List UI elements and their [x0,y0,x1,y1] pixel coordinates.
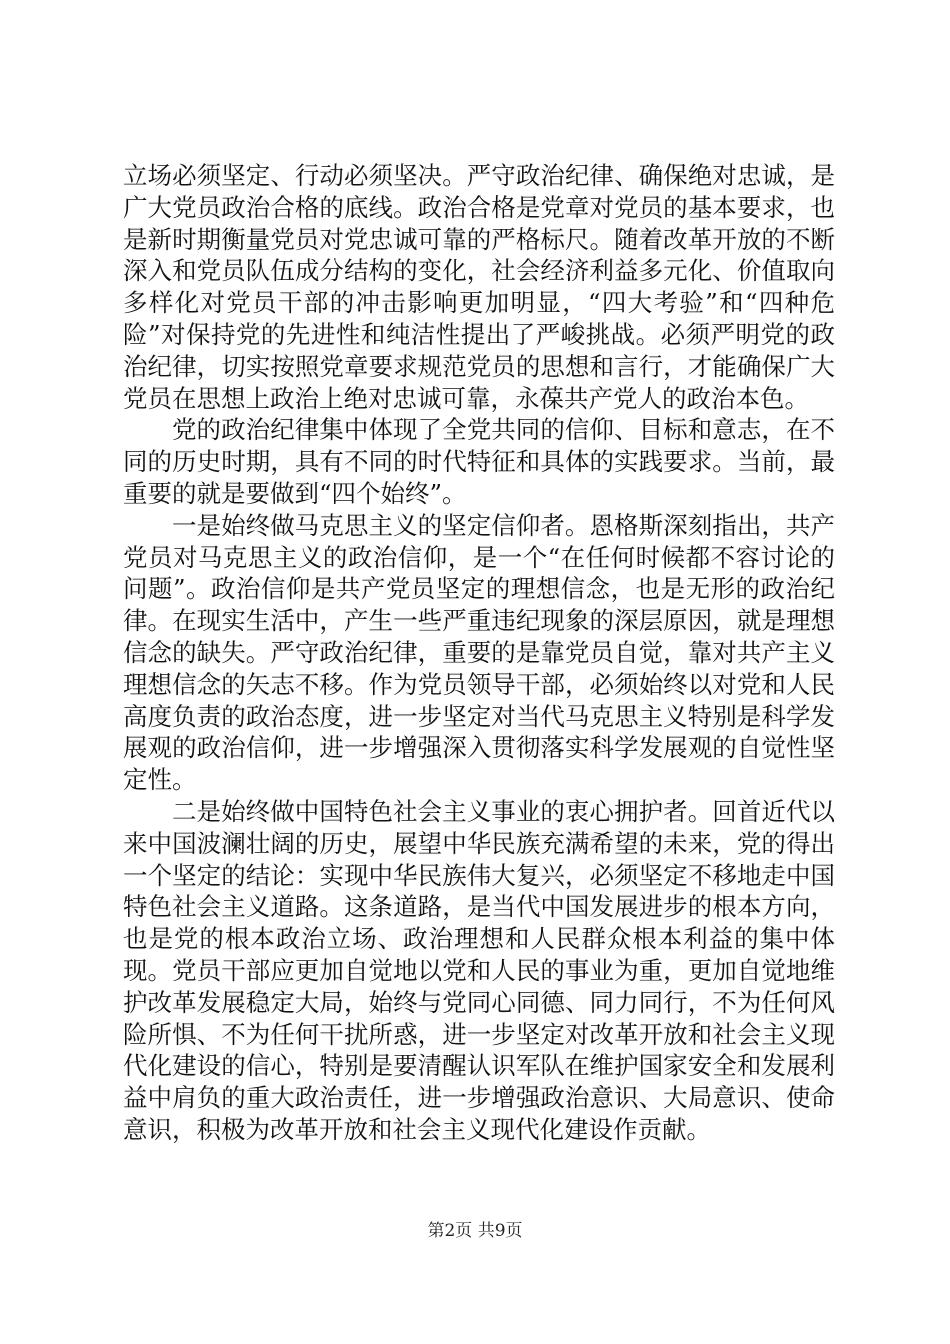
paragraph-point-one: 一是始终做马克思主义的坚定信仰者。恩格斯深刻指出，共产党员对马克思主义的政治信仰，是一个“在任何时候都不容讨论的问题”。政治信仰是共产党员坚定的理想信念，也是无形的政治纪律。在现实生活中，产生一些严重违纪现象的深层原因，就是理想信念的缺失。严守政治纪律，重要的是靠党员自觉，靠对共产主义理想信念的矢志不移。作为党员领导干部，必须始终以对党和人民高度负责的政治态度，进一步坚定对当代马克思主义特别是科学发展观的政治信仰，进一步增强深入贯彻落实科学发展观的自觉性坚定性。 [123,510,835,795]
paragraph-political-discipline: 党的政治纪律集中体现了全党共同的信仰、目标和意志，在不同的历史时期，具有不同的时代特征和具体的实践要求。当前，最重要的就是要做到“四个始终”。 [123,415,835,508]
paragraph-continuation: 立场必须坚定、行动必须坚决。严守政治纪律、确保绝对忠诚，是广大党员政治合格的底线。政治合格是党章对党员的基本要求，也是新时期衡量党员对党忠诚可靠的严格标尺。随着改革开放的不断深入和党员队伍成分结构的变化，社会经济利益多元化、价值取向多样化对党员干部的冲击影响更加明显，“四大考验”和“四种危险”对保持党的先进性和纯洁性提出了严峻挑战。必须严明党的政治纪律，切实按照党章要求规范党员的思想和言行，才能确保广大党员在思想上政治上绝对忠诚可靠，永葆共产党人的政治本色。 [123,161,835,413]
document-body [123,160,835,1146]
paragraph-point-two: 二是始终做中国特色社会主义事业的衷心拥护者。回首近代以来中国波澜壮阔的历史，展望中华民族充满希望的未来，党的得出一个坚定的结论：实现中华民族伟大复兴，必须坚定不移地走中国特色社会主义道路。这条道路，是当代中国发展进步的根本方向，也是党的根本政治立场、政治理想和人民群众根本利益的集中体现。党员干部应更加自觉地以党和人民的事业为重，更加自觉地维护改革发展稳定大局，始终与党同心同德、同力同行，不为任何风险所惧、不为任何干扰所惑，进一步坚定对改革开放和社会主义现代化建设的信心，特别是要清醒认识军队在维护国家安全和发展利益中肩负的重大政治责任，进一步增强政治意识、大局意识、使命意识，积极为改革开放和社会主义现代化建设作贡献。 [123,796,835,1144]
page-number-footer: 第2页 共9页 [427,1221,523,1241]
